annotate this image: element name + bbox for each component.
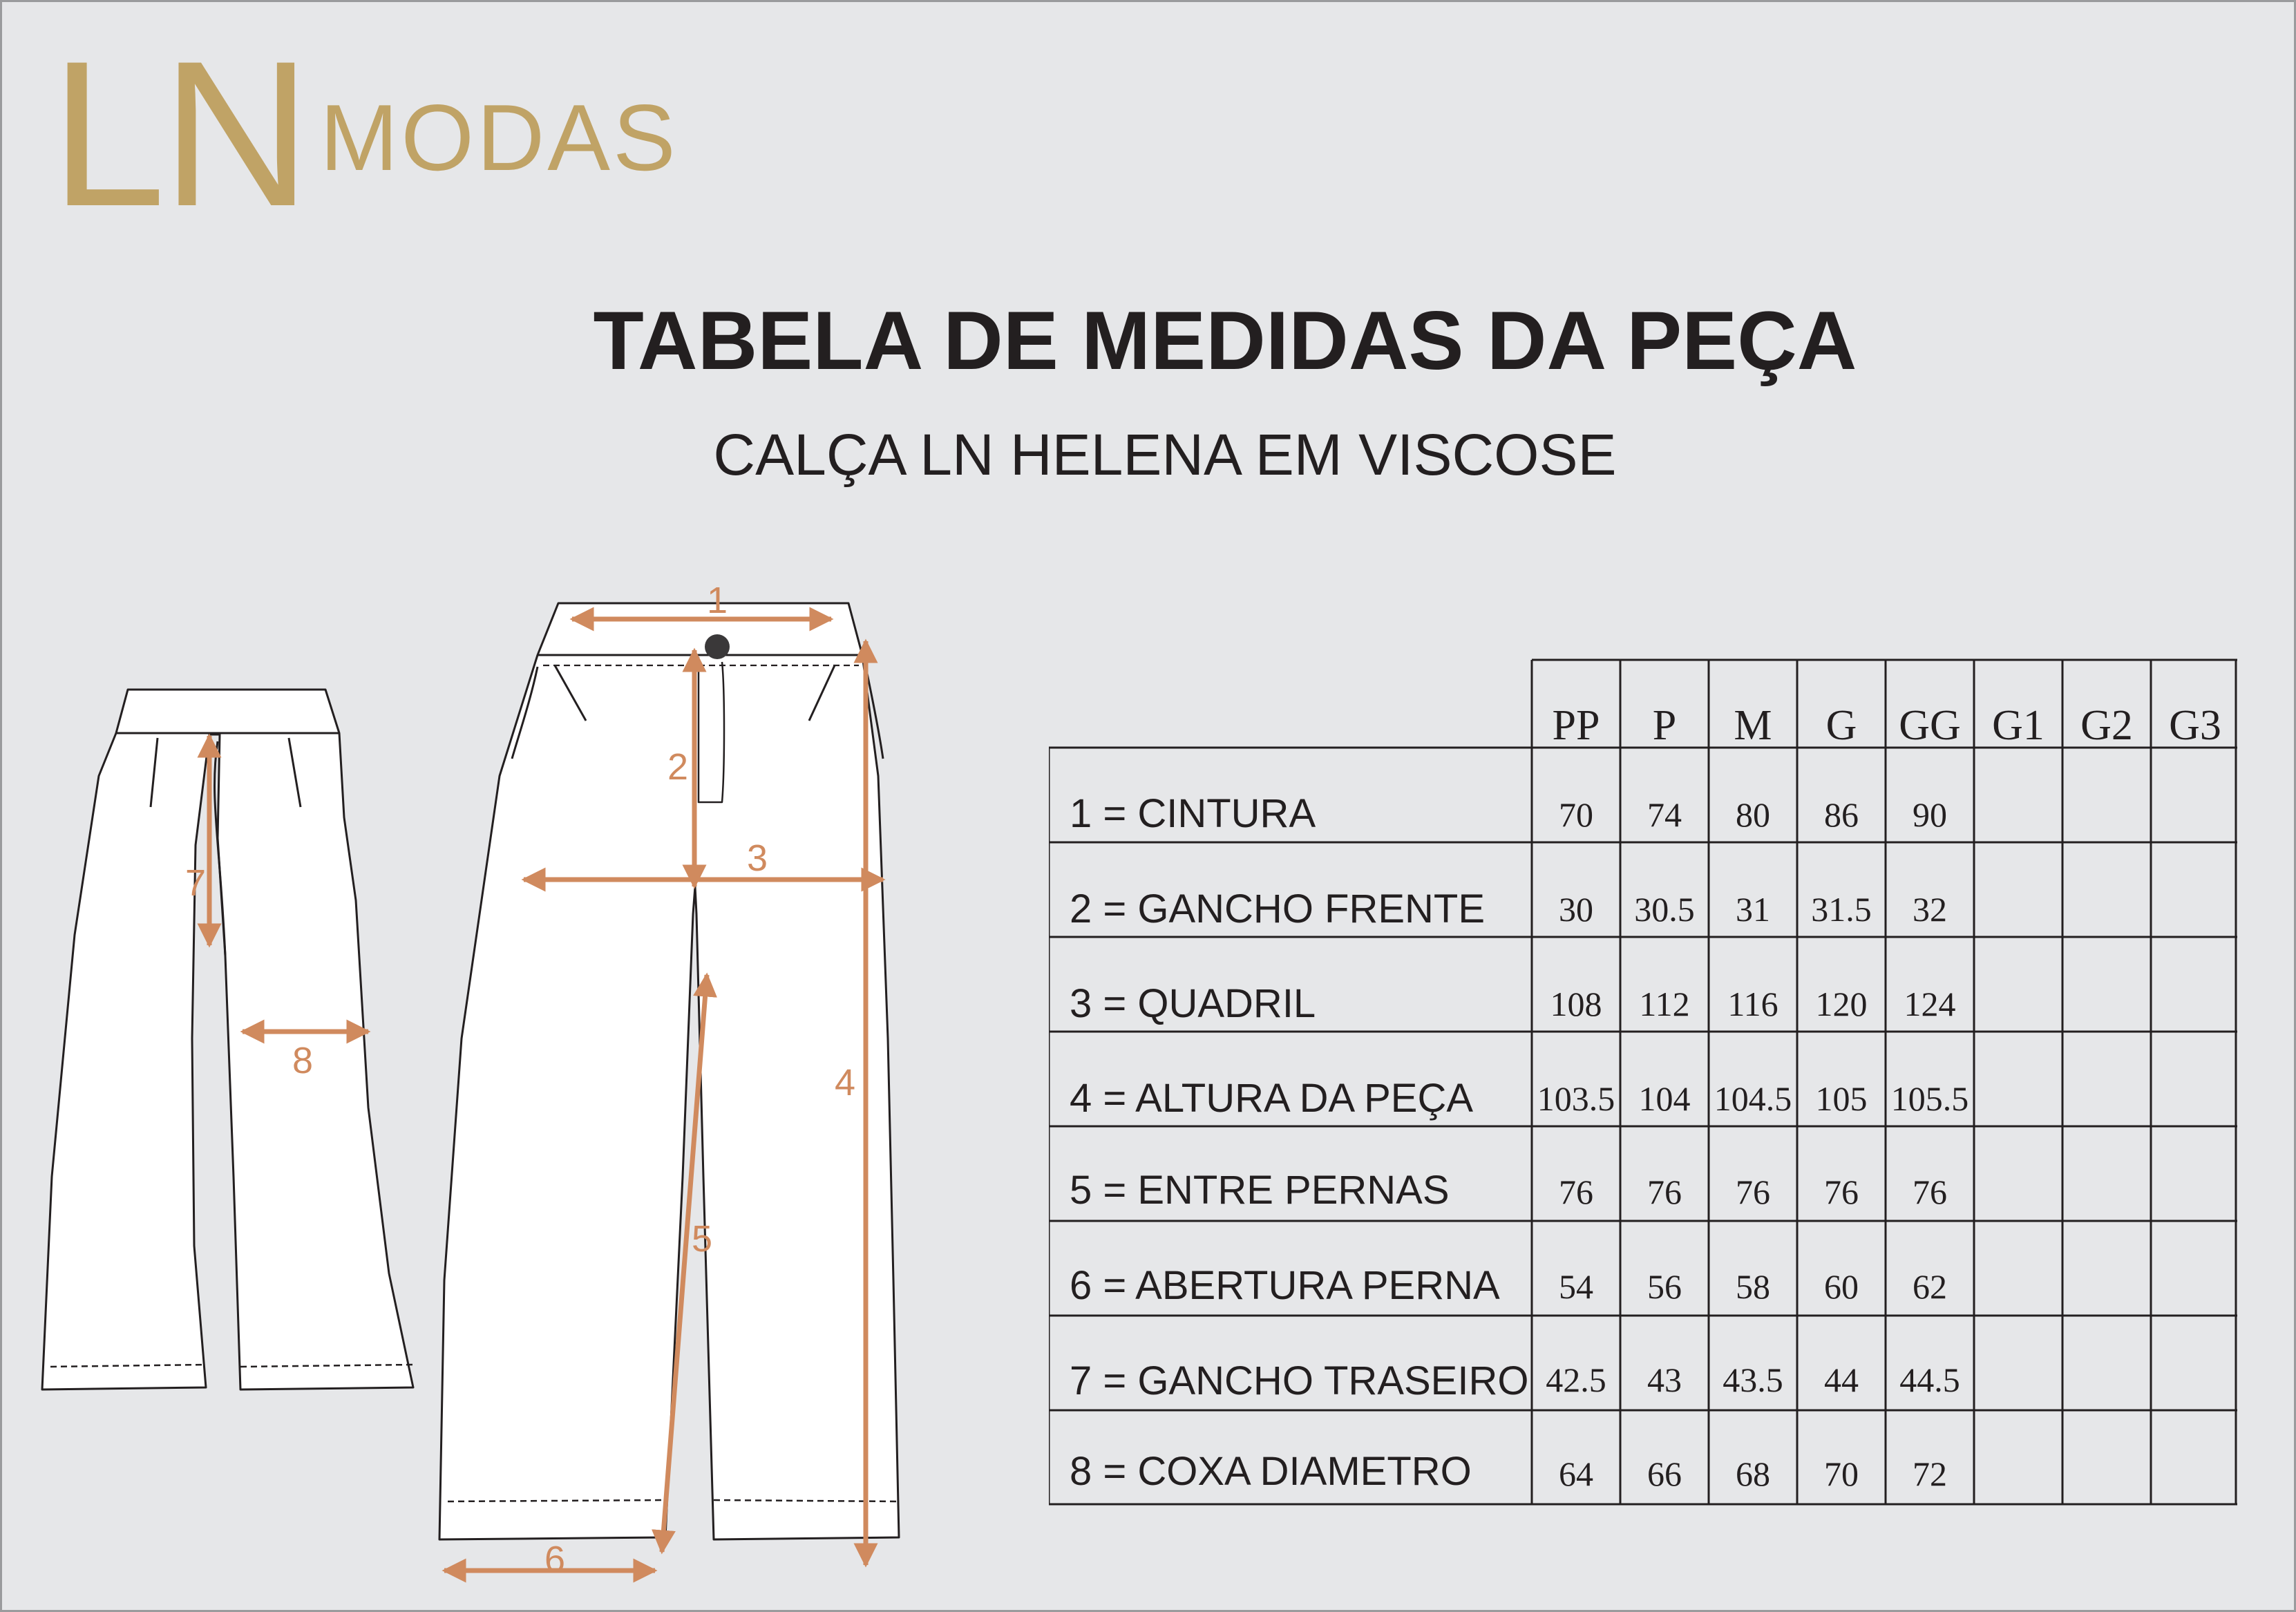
size-table: [1049, 658, 2237, 1506]
size-header-pp: PP: [1552, 702, 1600, 749]
brand-logo-modas: MODAS: [320, 85, 679, 190]
pants-back-view: [42, 690, 413, 1390]
table-cell: 31.5: [1811, 890, 1872, 929]
table-cell: 76: [1824, 1173, 1859, 1211]
table-cell: 44: [1824, 1360, 1859, 1399]
row-label-quadril: 3 = QUADRIL: [1070, 981, 1316, 1026]
table-cell: 54: [1559, 1267, 1593, 1306]
table-cell: 70: [1824, 1454, 1859, 1493]
table-cell: 112: [1639, 985, 1690, 1023]
table-cell: 43: [1647, 1360, 1682, 1399]
table-cell: 124: [1904, 985, 1956, 1023]
table-cell: 76: [1913, 1173, 1947, 1211]
label-6: 6: [544, 1539, 566, 1580]
label-5: 5: [692, 1218, 713, 1260]
size-header-g1: G1: [1992, 702, 2044, 749]
table-cell: 104.5: [1714, 1079, 1792, 1118]
table-cell: 56: [1647, 1267, 1682, 1306]
table-cell: 58: [1736, 1267, 1770, 1306]
label-1: 1: [707, 580, 728, 621]
table-cell: 30: [1559, 890, 1593, 929]
pants-front-view: [439, 603, 899, 1539]
table-cell: 30.5: [1634, 890, 1695, 929]
table-cell: 31: [1736, 890, 1770, 929]
size-header-gg: GG: [1899, 702, 1961, 749]
table-cell: 32: [1913, 890, 1947, 929]
table-cell: 43.5: [1723, 1360, 1783, 1399]
row-label-cintura: 1 = CINTURA: [1070, 791, 1316, 836]
table-cell: 64: [1559, 1454, 1593, 1493]
table-cell: 74: [1647, 795, 1682, 834]
size-header-g: G: [1825, 702, 1857, 749]
size-header-p: P: [1652, 702, 1677, 749]
table-cell: 68: [1736, 1454, 1770, 1493]
row-label-altura-da-peca: 4 = ALTURA DA PEÇA: [1070, 1076, 1474, 1121]
table-cell: 120: [1815, 985, 1868, 1023]
button-dot: [705, 634, 730, 659]
table-cell: 105: [1815, 1079, 1868, 1118]
table-cell: 72: [1913, 1454, 1947, 1493]
row-label-coxa-diametro: 8 = COXA DIAMETRO: [1070, 1449, 1472, 1494]
row-label-entre-pernas: 5 = ENTRE PERNAS: [1070, 1168, 1450, 1213]
row-label-abertura-perna: 6 = ABERTURA PERNA: [1070, 1263, 1500, 1308]
table-cell: 86: [1824, 795, 1859, 834]
table-cell: 103.5: [1537, 1079, 1615, 1118]
label-3: 3: [747, 837, 768, 879]
table-cell: 80: [1736, 795, 1770, 834]
size-header-m: M: [1734, 702, 1772, 749]
table-cell: 76: [1559, 1173, 1593, 1211]
label-4: 4: [835, 1062, 856, 1103]
label-8: 8: [292, 1040, 314, 1081]
table-cell: 42.5: [1546, 1360, 1606, 1399]
table-cell: 76: [1647, 1173, 1682, 1211]
table-cell: 76: [1736, 1173, 1770, 1211]
table-cell: 105.5: [1890, 1079, 1969, 1118]
table-cell: 62: [1913, 1267, 1947, 1306]
table-cell: 108: [1550, 985, 1602, 1023]
table-cell: 116: [1727, 985, 1778, 1023]
size-header-g3: G3: [2169, 702, 2221, 749]
brand-logo-ln: LN: [50, 17, 307, 249]
row-label-gancho-traseiro: 7 = GANCHO TRASEIRO: [1070, 1358, 1529, 1403]
table-cell: 70: [1559, 795, 1593, 834]
table-cell: 60: [1824, 1267, 1859, 1306]
size-header-g2: G2: [2080, 702, 2133, 749]
table-cell: 66: [1647, 1454, 1682, 1493]
page-subtitle: CALÇA LN HELENA EM VISCOSE: [713, 422, 1617, 487]
table-cell: 90: [1913, 795, 1947, 834]
table-cell: 44.5: [1899, 1360, 1960, 1399]
row-label-gancho-frente: 2 = GANCHO FRENTE: [1070, 886, 1486, 931]
table-cell: 104: [1638, 1079, 1691, 1118]
label-2: 2: [667, 746, 689, 788]
label-7: 7: [185, 862, 207, 904]
page-title: TABELA DE MEDIDAS DA PEÇA: [593, 294, 1857, 387]
